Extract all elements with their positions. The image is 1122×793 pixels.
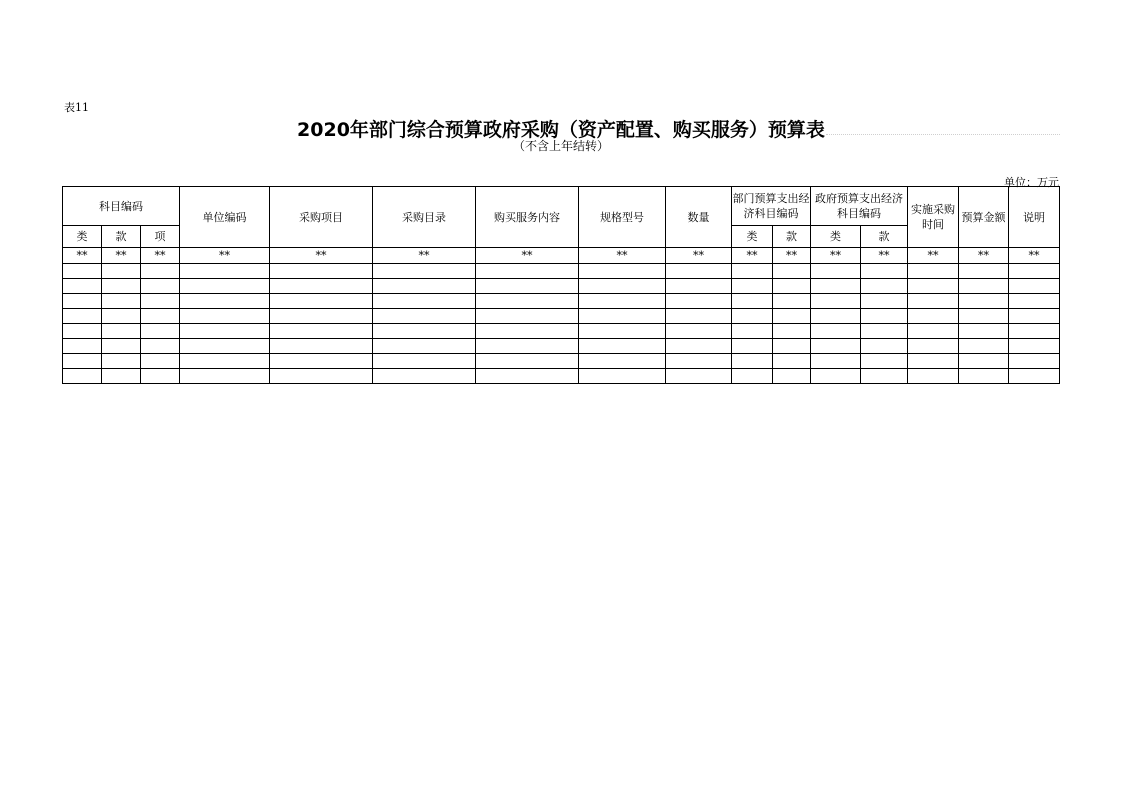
table-cell — [270, 369, 373, 384]
table-cell — [811, 324, 861, 339]
table-cell — [811, 354, 861, 369]
table-cell — [180, 324, 270, 339]
table-cell: ** — [773, 248, 811, 264]
table-cell: ** — [476, 248, 579, 264]
table-cell — [579, 309, 666, 324]
table-cell — [811, 294, 861, 309]
table-cell — [861, 324, 908, 339]
table-cell — [476, 339, 579, 354]
table-cell — [141, 369, 180, 384]
table-cell — [861, 279, 908, 294]
table-cell — [373, 339, 476, 354]
table-cell — [959, 294, 1009, 309]
header-procurement-catalog: 采购目录 — [373, 187, 476, 248]
table-cell — [476, 354, 579, 369]
table-row — [63, 354, 1060, 369]
table-cell — [63, 369, 102, 384]
table-cell: ** — [63, 248, 102, 264]
table-cell — [773, 369, 811, 384]
table-cell — [579, 369, 666, 384]
table-row — [63, 294, 1060, 309]
table-cell — [732, 279, 773, 294]
table-cell — [579, 324, 666, 339]
table-cell — [732, 264, 773, 279]
table-cell: ** — [666, 248, 732, 264]
table-cell — [666, 309, 732, 324]
page-subtitle: （不含上年结转） — [512, 139, 609, 153]
title-dotted-guide — [826, 120, 1060, 135]
table-cell — [180, 264, 270, 279]
table-cell — [579, 264, 666, 279]
table-cell — [141, 324, 180, 339]
procurement-budget-table — [62, 186, 1060, 384]
table-cell — [773, 339, 811, 354]
table-cell — [908, 294, 959, 309]
table-cell — [1009, 324, 1060, 339]
table-cell — [579, 294, 666, 309]
header-subject-xiang: 项 — [141, 226, 180, 248]
table-cell — [908, 309, 959, 324]
table-cell — [476, 369, 579, 384]
table-cell — [476, 294, 579, 309]
table-cell — [959, 369, 1009, 384]
table-cell — [666, 354, 732, 369]
table-cell — [270, 309, 373, 324]
page-title: 2020年部门综合预算政府采购（资产配置、购买服务）预算表 — [297, 119, 825, 141]
table-cell — [666, 324, 732, 339]
table-cell — [141, 309, 180, 324]
table-cell — [373, 294, 476, 309]
header-quantity: 数量 — [666, 187, 732, 248]
header-procurement-project: 采购项目 — [270, 187, 373, 248]
table-cell — [1009, 264, 1060, 279]
header-subject-code: 科目编码 — [63, 187, 180, 226]
table-cell — [102, 369, 141, 384]
table-cell — [63, 309, 102, 324]
table-cell — [476, 309, 579, 324]
table-cell — [811, 279, 861, 294]
table-cell — [959, 309, 1009, 324]
table-cell — [1009, 294, 1060, 309]
table-number: 表11 — [64, 101, 89, 114]
header-dept-kuan: 款 — [773, 226, 811, 248]
header-service-content: 购买服务内容 — [476, 187, 579, 248]
header-gov-lei: 类 — [811, 226, 861, 248]
header-budget-amount: 预算金额 — [959, 187, 1009, 248]
table-cell — [773, 324, 811, 339]
table-cell — [102, 294, 141, 309]
table-cell: ** — [270, 248, 373, 264]
table-cell — [811, 309, 861, 324]
table-cell — [732, 354, 773, 369]
table-cell — [373, 354, 476, 369]
table-row — [63, 369, 1060, 384]
table-cell — [773, 279, 811, 294]
table-cell — [773, 264, 811, 279]
table-cell — [861, 354, 908, 369]
table-cell — [666, 369, 732, 384]
table-cell — [579, 354, 666, 369]
table-cell — [476, 324, 579, 339]
table-cell: ** — [1009, 248, 1060, 264]
table-row — [63, 279, 1060, 294]
table-cell — [141, 294, 180, 309]
table-cell — [270, 324, 373, 339]
table-cell — [141, 279, 180, 294]
table-cell — [579, 339, 666, 354]
table-cell — [666, 339, 732, 354]
table-cell — [180, 339, 270, 354]
table-cell — [861, 339, 908, 354]
header-note: 说明 — [1009, 187, 1060, 248]
table-cell — [180, 354, 270, 369]
table-cell — [373, 369, 476, 384]
table-cell — [861, 264, 908, 279]
table-cell — [270, 354, 373, 369]
table-cell — [180, 294, 270, 309]
table-cell — [63, 264, 102, 279]
table-body — [63, 248, 1060, 384]
table-cell — [908, 324, 959, 339]
table-cell — [102, 264, 141, 279]
table-cell — [270, 294, 373, 309]
unit-label: 单位：万元 — [1004, 176, 1059, 189]
table-cell — [773, 309, 811, 324]
table-cell — [908, 339, 959, 354]
table-cell — [908, 264, 959, 279]
table-cell — [732, 369, 773, 384]
table-cell — [63, 279, 102, 294]
table-cell — [666, 279, 732, 294]
table-cell: ** — [373, 248, 476, 264]
table-cell — [811, 264, 861, 279]
table-cell — [1009, 354, 1060, 369]
header-dept-econ-code: 部门预算支出经济科目编码 — [732, 187, 811, 226]
table-cell — [373, 264, 476, 279]
header-subject-lei: 类 — [63, 226, 102, 248]
table-cell — [811, 369, 861, 384]
table-cell — [270, 279, 373, 294]
table-cell — [141, 339, 180, 354]
table-cell — [666, 264, 732, 279]
table-cell — [959, 339, 1009, 354]
table-cell — [811, 339, 861, 354]
table-cell: ** — [908, 248, 959, 264]
table-cell — [270, 264, 373, 279]
header-spec-model: 规格型号 — [579, 187, 666, 248]
table-cell — [63, 324, 102, 339]
table-cell — [180, 279, 270, 294]
table-cell — [579, 279, 666, 294]
table-row — [63, 339, 1060, 354]
table-cell — [102, 354, 141, 369]
table-cell — [102, 279, 141, 294]
table-cell — [908, 354, 959, 369]
table-cell — [63, 354, 102, 369]
table-cell — [732, 339, 773, 354]
header-subject-kuan: 款 — [102, 226, 141, 248]
header-dept-lei: 类 — [732, 226, 773, 248]
header-implement-time: 实施采购时间 — [908, 187, 959, 248]
table-cell — [908, 369, 959, 384]
table-cell — [476, 264, 579, 279]
table-cell — [773, 294, 811, 309]
table-cell: ** — [732, 248, 773, 264]
table-cell — [102, 324, 141, 339]
table-cell — [180, 309, 270, 324]
table-cell — [773, 354, 811, 369]
table-cell: ** — [959, 248, 1009, 264]
table-cell — [102, 339, 141, 354]
table-cell — [1009, 279, 1060, 294]
table-cell: ** — [141, 248, 180, 264]
table-cell — [373, 309, 476, 324]
table-row — [63, 264, 1060, 279]
table-cell — [373, 324, 476, 339]
table-cell: ** — [811, 248, 861, 264]
table-cell — [1009, 309, 1060, 324]
table-cell — [141, 354, 180, 369]
table-row-placeholder — [63, 248, 1060, 264]
table-cell — [861, 309, 908, 324]
table-cell — [908, 279, 959, 294]
table-row — [63, 309, 1060, 324]
table-cell — [861, 294, 908, 309]
table-cell — [63, 339, 102, 354]
table-cell — [861, 369, 908, 384]
table-cell — [141, 264, 180, 279]
table-cell — [959, 354, 1009, 369]
table-cell — [102, 309, 141, 324]
table-cell — [1009, 369, 1060, 384]
table-cell — [270, 339, 373, 354]
table-cell — [732, 294, 773, 309]
table-cell — [959, 324, 1009, 339]
table-cell — [959, 279, 1009, 294]
table-cell — [1009, 339, 1060, 354]
table-cell — [63, 294, 102, 309]
table-cell — [959, 264, 1009, 279]
header-unit-code: 单位编码 — [180, 187, 270, 248]
table-cell: ** — [861, 248, 908, 264]
table-cell — [732, 324, 773, 339]
header-gov-econ-code: 政府预算支出经济科目编码 — [811, 187, 908, 226]
table-cell — [732, 309, 773, 324]
table-cell — [180, 369, 270, 384]
table-cell: ** — [102, 248, 141, 264]
table-cell: ** — [579, 248, 666, 264]
table-cell — [476, 279, 579, 294]
table-row — [63, 324, 1060, 339]
table-cell: ** — [180, 248, 270, 264]
table-cell — [666, 294, 732, 309]
header-gov-kuan: 款 — [861, 226, 908, 248]
table-cell — [373, 279, 476, 294]
